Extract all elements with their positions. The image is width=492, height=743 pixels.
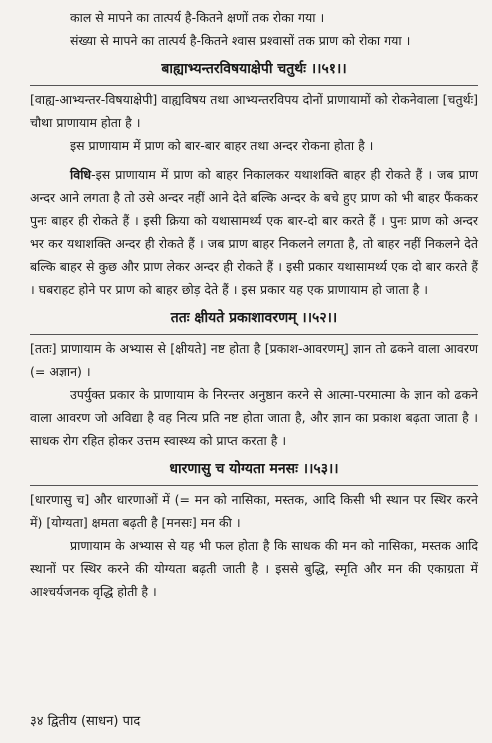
- sutra-53-gloss: [धारणासु च] और धारणाओं में (= मन को नासिका, मस्तक, आदि किसी भी स्थान पर स्थिर करने में) [योग्यता] क्षमता बढ़ती है [मनसः] मन की ।: [30, 492, 478, 530]
- page-footer: ३४ द्वितीय (साधन) पाद: [30, 714, 141, 729]
- text-line-count: संख्या से मापने का तात्पर्य है-कितने श्वास प्रश्वासों तक प्राण को रोका गया ।: [70, 33, 411, 48]
- divider: [30, 334, 478, 335]
- sutra-51-gloss: [वाह्य-आभ्यन्तर-विषयाक्षेपी] वाह्यविषय तथा आभ्यन्तरविपय दोनों प्राणायामों को रोकनेवाला [चतुर्थः] चौथा प्राणायाम होता है ।: [30, 92, 478, 130]
- text-line-time: काल से मापने का तात्पर्य है-कितने क्षणों तक रोका गया ।: [70, 10, 325, 25]
- vidhi-text: -इस प्राणायाम में प्राण को बाहर निकालकर यथाशक्ति बाहर ही रोकते हैं । जब प्राण अन्दर आने लगता है तो उसे अन्दर नहीं आने देते बल्कि अन्दर के बचे हुए प्राण को भी बाहर फैंककर पुनः बाहर ही रोकते हैं । इसी क्रिया को यथासामर्थ्य एक बार-दो बार करते हैं । पुनः प्राण को अन्दर भर कर यथाशक्ति अन्दर ही रोकते हैं । जब प्राण बाहर निकलने लगता है, तो बाहर नहीं निकलने देते बल्कि बाहर से कुछ और प्राण लेकर अन्दर ही रोकते हैं । इसी प्रकार यथासामर्थ्य एक दो बार करते हैं । घबराहट होने पर प्राण को बाहर छोड़ देते हैं । इस प्रकार यह एक प्राणायाम हो जाता है ।: [30, 167, 478, 297]
- vidhi-paragraph: [30, 163, 478, 301]
- divider: [30, 85, 478, 86]
- divider: [30, 485, 478, 486]
- sutra-52-explanation: उपर्युक्त प्रकार के प्राणायाम के निरन्तर अनुष्ठान करने से आत्मा-परमात्मा के ज्ञान को ढकने वाला आवरण जो अविद्या है वह नित्य प्रति नष्ट होता जाता है, और ज्ञान का प्रकाश बढ़ता जाता है । साधक रोग रहित होकर उत्तम स्वास्थ्य को प्राप्त करता है ।: [30, 387, 478, 448]
- sutra-52-gloss: [ततः] प्राणायाम के अभ्यास से [क्षीयते] नष्ट होता है [प्रकाश-आवरणम्] ज्ञान तो ढकने वाला आवरण (= अज्ञान) ।: [30, 341, 478, 379]
- sutra-51-explanation: इस प्राणायाम में प्राण को बार-बार बाहर तथा अन्दर रोकना होता है ।: [70, 138, 374, 153]
- sutra-51-heading: बाह्याभ्यन्तरविषयाक्षेपी चतुर्थः ।।५१।।: [161, 61, 347, 77]
- sutra-53-explanation: प्राणायाम के अभ्यास से यह भी फल होता है कि साधक की मन को नासिका, मस्तक आदि स्थानों पर स्थिर करने की योग्यता बढ़ती जाती है । इससे बुद्धि, स्मृति और मन की एकाग्रता में आश्चर्यजनक वृद्धि होती है ।: [30, 538, 478, 599]
- sutra-53-heading: धारणासु च योग्यता मनसः ।।५३।।: [169, 461, 339, 477]
- sutra-52-heading: ततः क्षीयते प्रकाशावरणम् ।।५२।।: [170, 310, 338, 326]
- vidhi-label: विधि: [70, 167, 92, 182]
